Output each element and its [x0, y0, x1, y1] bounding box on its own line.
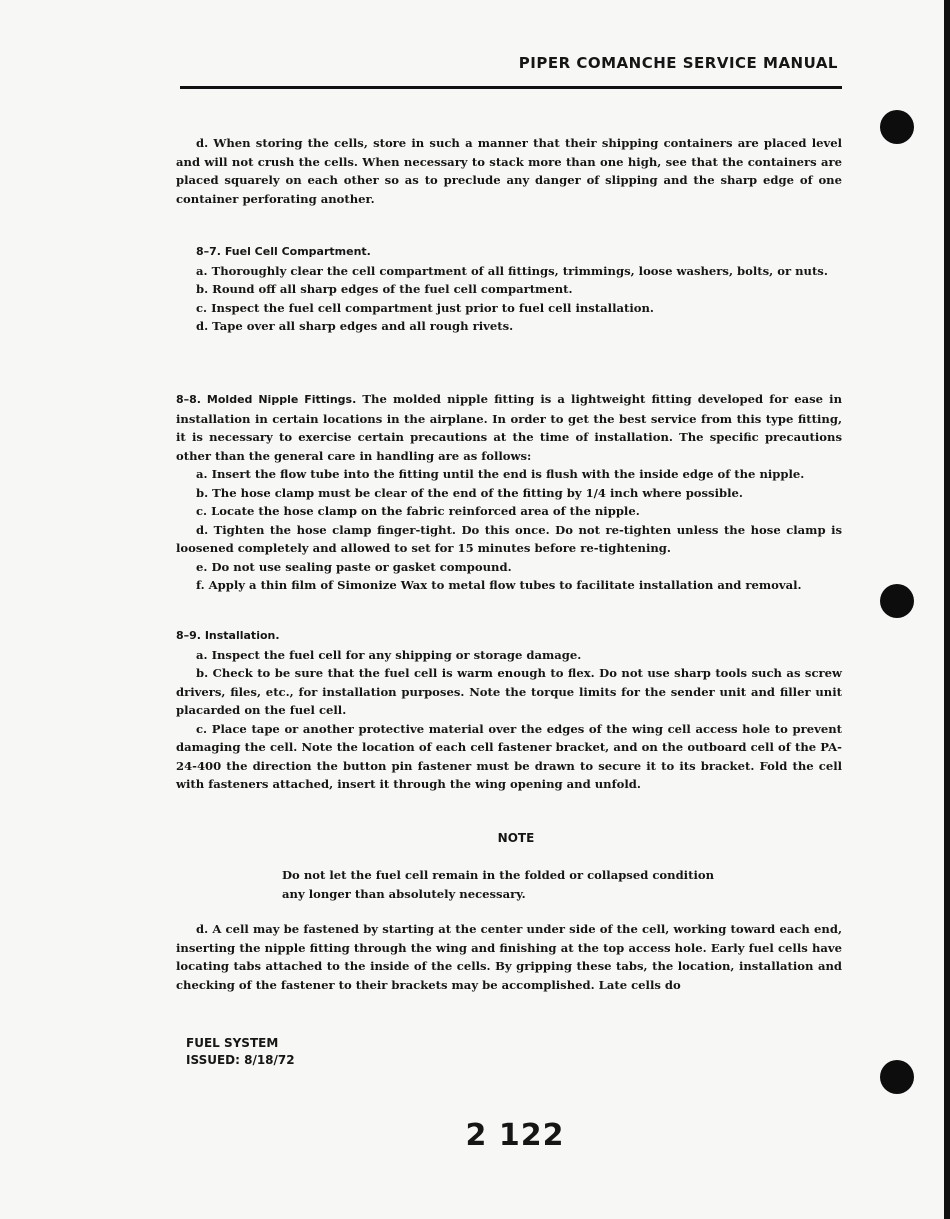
storage-step-d: d. When storing the cells, store in such a manner that their shipping containers are placed level and will not crush the cells. When necessary to stack more than one high, see that the containers are placed squarely on each other so as to preclude any danger of slipping and the sharp edge of one container perforating another.	[176, 136, 842, 206]
intro-paragraph	[176, 134, 842, 208]
step-item: d. Tighten the hose clamp finger-tight. Do this once. Do not re-tighten unless the hose clamp is loosened completely and allowed to set for 15 minutes before re-tightening.	[176, 522, 842, 555]
step-item: c. Locate the hose clamp on the fabric reinforced area of the nipple.	[196, 504, 640, 518]
step-item: a. Inspect the fuel cell for any shipping or storage damage.	[196, 647, 582, 662]
step-item: f. Apply a thin film of Simonize Wax to metal flow tubes to facilitate installation and removal.	[196, 578, 802, 592]
section-heading: 8–7. Fuel Cell Compartment.	[196, 245, 371, 258]
section-heading: 8–9. Installation.	[176, 629, 280, 642]
note-body	[282, 866, 762, 903]
punch-hole-top	[880, 110, 914, 144]
step-item: a. Insert the flow tube into the fitting until the end is flush with the inside edge of the nipple.	[196, 467, 805, 481]
page-edge-bar	[944, 0, 950, 1219]
section-heading: 8–8. Molded Nipple Fittings.	[176, 393, 357, 406]
section-8-9	[176, 626, 842, 794]
footer-section-name: FUEL SYSTEM	[186, 1036, 279, 1050]
section-lead: The molded nipple fitting is a lightweight fitting developed for ease in installation in certain locations in the airplane. In order to get the best service from this type fitting, it is necessary to exercise certain precautions at the time of installation. The specific precautions other than the general care in handling are as follows:	[176, 392, 842, 463]
step-item: b. Round off all sharp edges of the fuel cell compartment.	[196, 282, 573, 296]
section-8-9-continued	[176, 920, 842, 994]
step-item: c. Inspect the fuel cell compartment just prior to fuel cell installation.	[196, 300, 654, 315]
step-item: a. Thoroughly clear the cell compartment of all fittings, trimmings, loose washers, bolts, or nuts.	[196, 263, 828, 278]
header-rule	[180, 86, 842, 89]
section-8-8	[176, 390, 842, 595]
section-lead-paragraph	[176, 390, 842, 465]
page-footer	[186, 1035, 295, 1069]
step-item: c. Place tape or another protective material over the edges of the wing cell access hole to prevent damaging the cell. Note the location of each cell fastener bracket, and on the outboard cell of the PA-24-400 the direction the button pin fastener must be drawn to secure it to its bracket. Fold the cell with fasteners attached, insert it through the wing opening and unfold.	[176, 721, 842, 791]
note-line: any longer than absolutely necessary.	[282, 886, 526, 901]
note-title: NOTE	[497, 831, 535, 845]
step-item: d. A cell may be fastened by starting at the center under side of the cell, working toward each end, inserting the nipple fitting through the wing and finishing at the top access hole. Early fuel cells have locating tabs attached to the inside of the cells. By gripping these tabs, the location, installation and checking of the fastener to their brackets may be accomplished. Late cells do	[176, 922, 842, 992]
footer-issue-date: ISSUED: 8/18/72	[186, 1053, 295, 1067]
section-8-7	[176, 242, 842, 336]
step-item: d. Tape over all sharp edges and all rough rivets.	[196, 319, 514, 333]
step-item: b. Check to be sure that the fuel cell is warm enough to flex. Do not use sharp tools such as screw drivers, files, etc., for installation purposes. Note the torque limits for the sender unit and filler unit placarded on the fuel cell.	[176, 666, 842, 717]
manual-header: PIPER COMANCHE SERVICE MANUAL	[518, 54, 838, 72]
step-item: e. Do not use sealing paste or gasket compound.	[196, 559, 512, 574]
step-item: b. The hose clamp must be clear of the end of the fitting by 1/4 inch where possible.	[196, 485, 743, 500]
punch-hole-middle	[880, 584, 914, 618]
note-line: Do not let the fuel cell remain in the folded or collapsed condition	[282, 868, 715, 882]
punch-hole-bottom	[880, 1060, 914, 1094]
page-number: 2 122	[465, 1118, 565, 1153]
